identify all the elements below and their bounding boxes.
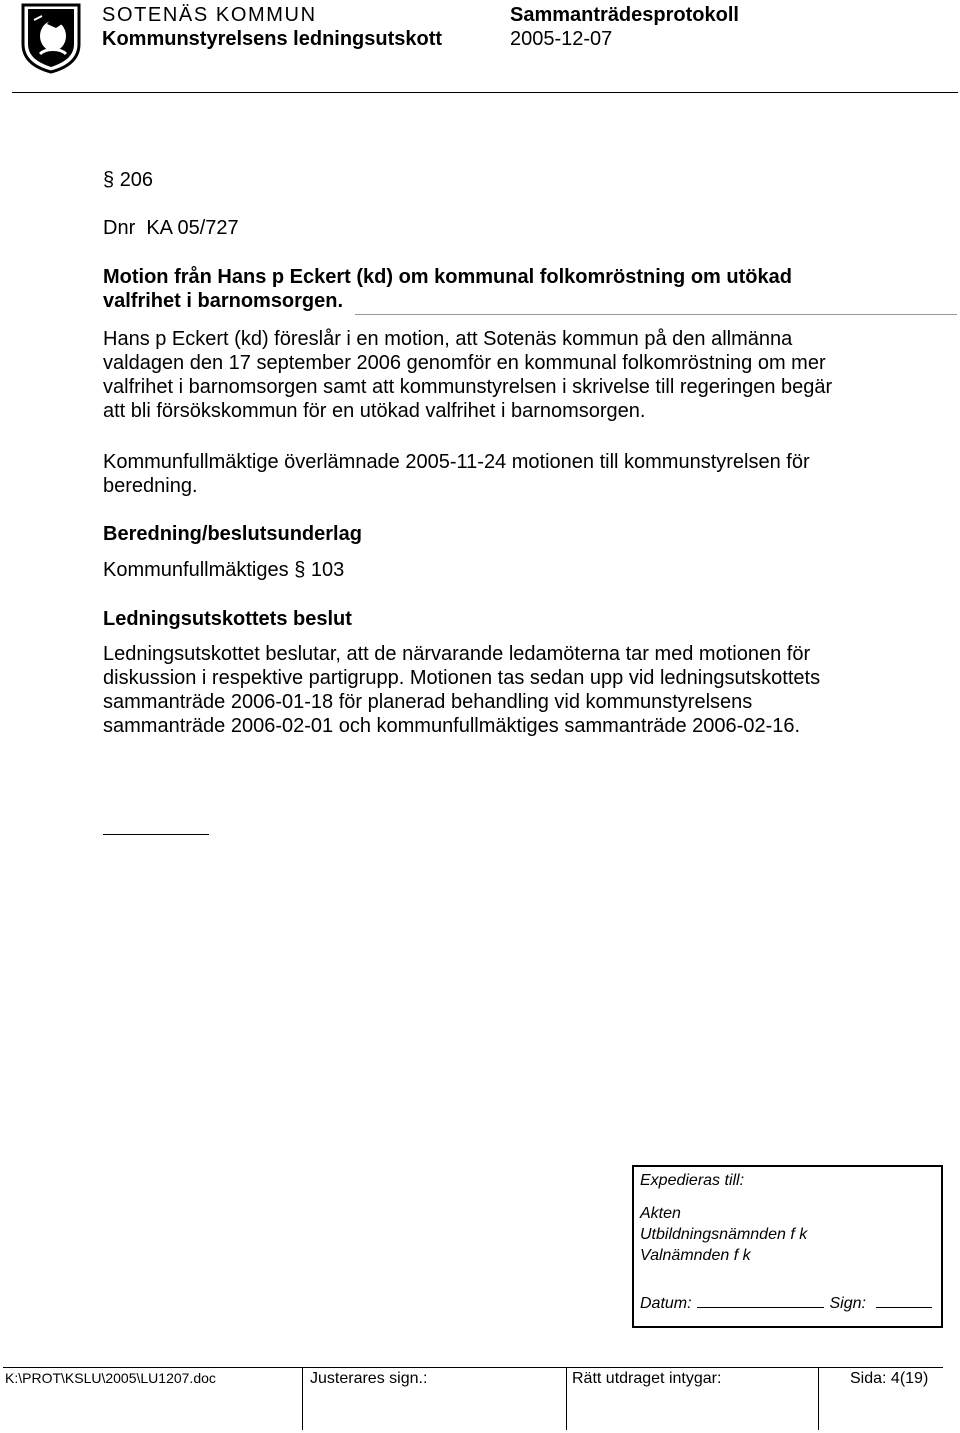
reference-number: 103 bbox=[310, 559, 345, 581]
expedieras-box bbox=[632, 1165, 943, 1328]
section-number-value: 206 bbox=[119, 169, 154, 191]
paragraph-referral bbox=[103, 450, 810, 498]
paragraph-line: att bli försökskommun för en utökad valfrihet i barnomsorgen. bbox=[103, 400, 646, 422]
motion-title-line: Motion från Hans p Eckert (kd) om kommunal folkomröstning om utökad bbox=[103, 266, 792, 288]
paragraph-line: Kommunfullmäktige överlämnade 2005-11-24 motionen till kommunstyrelsen för bbox=[103, 451, 810, 473]
section-sign-icon: § bbox=[103, 169, 115, 191]
sign-label: Sign: bbox=[829, 1295, 866, 1312]
municipality-name: SOTENÄS KOMMUN bbox=[102, 4, 317, 26]
meeting-date: 2005-12-07 bbox=[510, 28, 613, 50]
reference-label: Kommunfullmäktiges bbox=[103, 559, 289, 581]
paragraph-line: beredning. bbox=[103, 475, 198, 497]
motion-title-line: valfrihet i barnomsorgen. bbox=[103, 290, 344, 312]
paragraph-line: Ledningsutskottet beslutar, att de närvarande ledamöterna tar med motionen för bbox=[103, 643, 811, 665]
expedieras-label: Expedieras till: bbox=[640, 1172, 745, 1189]
document-type: Sammanträdesprotokoll bbox=[510, 4, 739, 26]
paragraph-line: diskussion i respektive partigrupp. Motionen tas sedan upp vid ledningsutskottets bbox=[103, 667, 821, 689]
dnr: Dnr KA 05/727 bbox=[103, 217, 239, 239]
beredning-heading: Beredning/beslutsunderlag bbox=[103, 523, 362, 545]
sign-field bbox=[876, 1294, 932, 1308]
beslut-heading: Ledningsutskottets beslut bbox=[103, 608, 352, 630]
footer-column-divider bbox=[302, 1367, 303, 1430]
beredning-reference bbox=[103, 558, 344, 582]
recipient: Valnämnden f k bbox=[640, 1247, 751, 1264]
motion-title bbox=[103, 265, 792, 313]
datum-sign-row bbox=[640, 1294, 932, 1313]
paragraph-line: sammanträde 2006-02-01 och kommunfullmäktiges sammanträde 2006-02-16. bbox=[103, 715, 801, 737]
recipient: Akten bbox=[640, 1205, 681, 1222]
paragraph-decision bbox=[103, 642, 820, 738]
signature-line bbox=[103, 834, 209, 835]
section-number bbox=[103, 168, 153, 192]
footer-divider bbox=[3, 1367, 943, 1368]
footer-justeras: Justerares sign.: bbox=[310, 1370, 428, 1387]
committee-name: Kommunstyrelsens ledningsutskott bbox=[102, 28, 443, 50]
footer-file-path: K:\PROT\KSLU\2005\LU1207.doc bbox=[5, 1370, 216, 1386]
paragraph-line: sammanträde 2006-01-18 för planerad behandling vid kommunstyrelsens bbox=[103, 691, 753, 713]
footer-ratt-utdraget: Rätt utdraget intygar: bbox=[572, 1370, 722, 1387]
header-divider bbox=[12, 92, 958, 93]
datum-field bbox=[697, 1294, 824, 1308]
section-sign-icon: § bbox=[294, 559, 306, 581]
paragraph-motion bbox=[103, 327, 832, 423]
title-divider bbox=[355, 314, 957, 315]
datum-label: Datum: bbox=[640, 1295, 692, 1312]
footer-column-divider bbox=[566, 1367, 567, 1430]
coat-of-arms-icon bbox=[20, 2, 82, 74]
paragraph-line: valdagen den 17 september 2006 genomför en kommunal folkomröstning om mer bbox=[103, 352, 826, 374]
paragraph-line: Hans p Eckert (kd) föreslår i en motion, att Sotenäs kommun på den allmänna bbox=[103, 328, 793, 350]
recipient: Utbildningsnämnden f k bbox=[640, 1226, 808, 1243]
paragraph-line: valfrihet i barnomsorgen samt att kommunstyrelsen i skrivelse till regeringen begär bbox=[103, 376, 833, 398]
footer-column-divider bbox=[818, 1367, 819, 1430]
footer-page-number: Sida: 4(19) bbox=[850, 1370, 929, 1387]
